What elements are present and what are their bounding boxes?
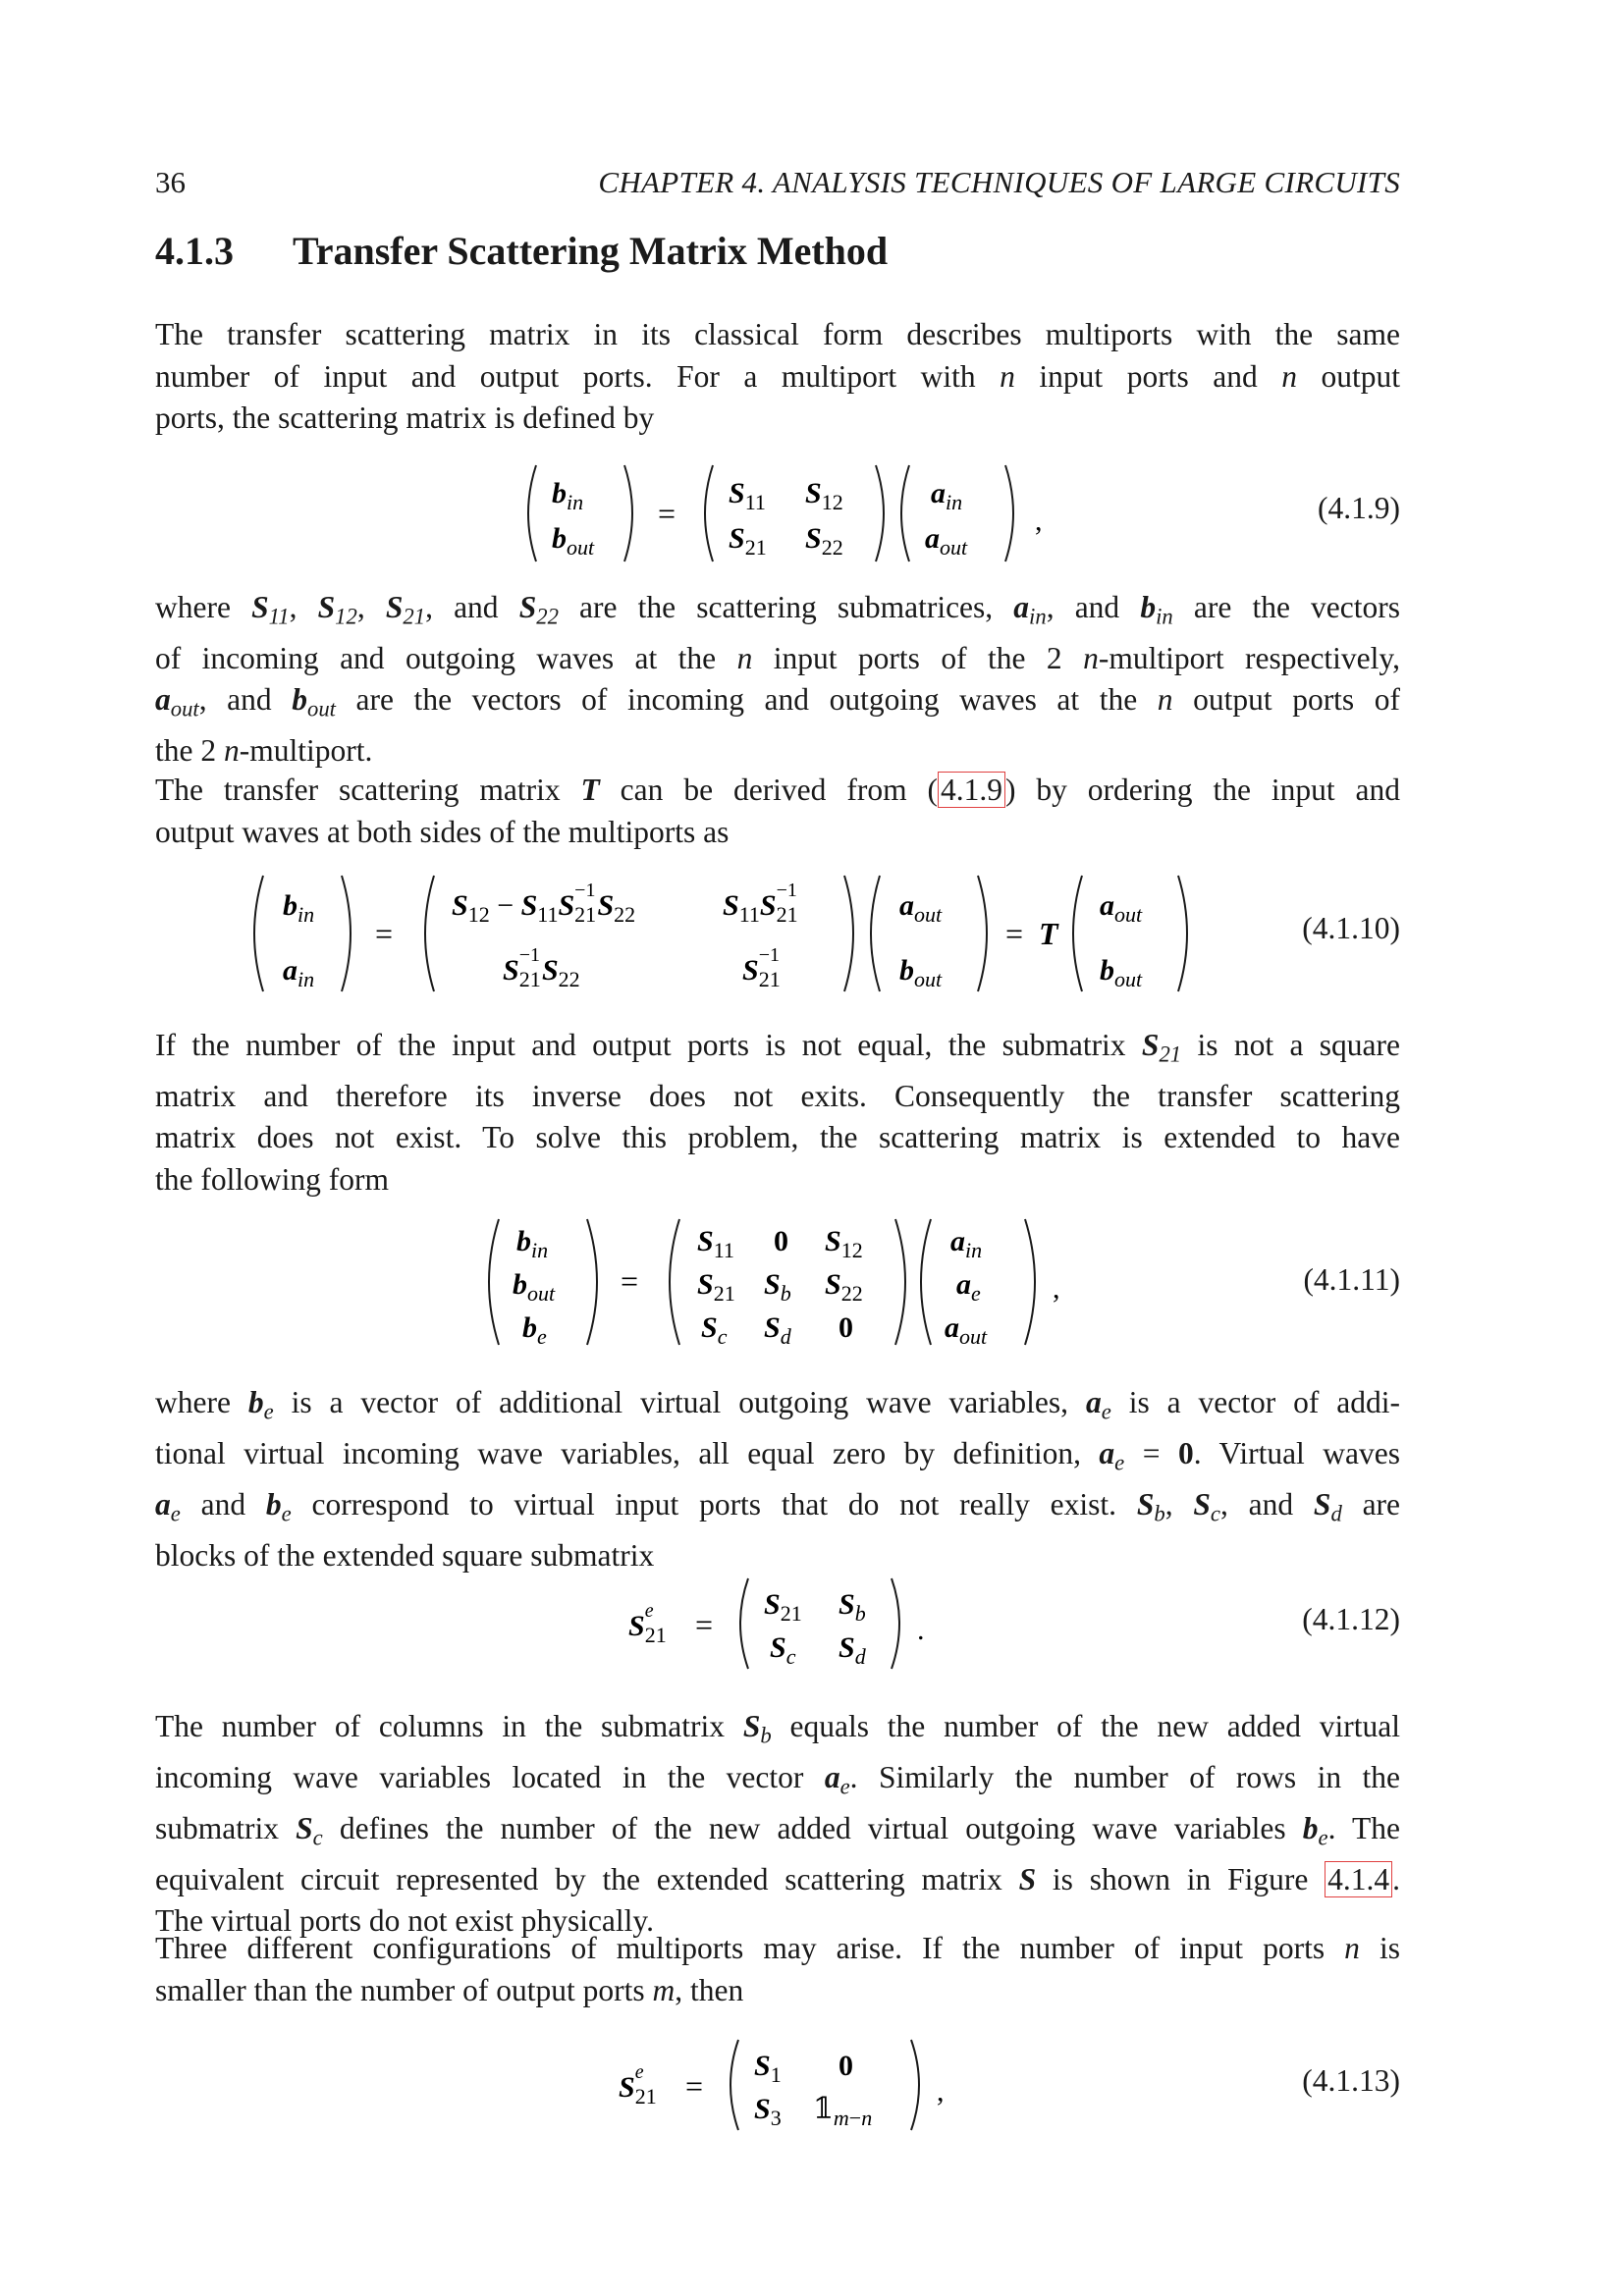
svg-text:,: , bbox=[1053, 1272, 1060, 1305]
svg-text:𝟙m−n: $𝟙_m-n$ bbox=[813, 2093, 873, 2130]
svg-text:0: 0 bbox=[774, 1225, 788, 1257]
paragraph-transfer-matrix: The transfer scattering matrix T can be derived from (4.1.9) by ordering the input and output waves at both sides of the multiports as bbox=[155, 773, 1400, 849]
equation-4-1-9-math bbox=[518, 459, 1206, 567]
svg-text:bin: $b_{in}$ bbox=[552, 477, 584, 514]
svg-text:be: $b_e$ bbox=[522, 1311, 547, 1349]
svg-text:.: . bbox=[917, 1614, 925, 1646]
svg-text:0: 0 bbox=[839, 2050, 853, 2082]
svg-text:bout: $b_{out}$ bbox=[899, 954, 943, 991]
equation-4-1-11-math bbox=[479, 1213, 1245, 1351]
svg-text:Sc: $S_c$ bbox=[770, 1631, 796, 1669]
section-number: 4.1.3 bbox=[155, 229, 234, 273]
equation-reference-link[interactable]: 4.1.9 bbox=[938, 772, 1005, 808]
running-head bbox=[155, 165, 1400, 204]
svg-text:S21e: $S_{21}e$ bbox=[619, 2061, 657, 2109]
svg-text:aout: $a_{out}$ bbox=[925, 522, 968, 560]
svg-text:bin: $b_{in}$ bbox=[283, 889, 315, 927]
equation-4-1-13-math bbox=[617, 2036, 1127, 2134]
svg-text:bout: $b_{out}$ bbox=[552, 522, 595, 560]
svg-text:bout: $b_{out}$ bbox=[513, 1268, 556, 1306]
svg-text:Sd: $S_d$ bbox=[839, 1631, 866, 1669]
svg-text:S11: $S_{11}$ bbox=[729, 477, 766, 514]
svg-text:S21−1: $S_{21}-1$ bbox=[742, 944, 781, 991]
svg-text:S21: $S_{21}$ bbox=[729, 522, 767, 560]
svg-text:T: T bbox=[1039, 916, 1058, 951]
svg-text:=: = bbox=[375, 916, 394, 951]
svg-text:S21e: $S_{21}e$ bbox=[628, 1600, 667, 1647]
paragraph-unequal-ports: If the number of the input and output ports is not equal, the submatrix $S_{21}$ is not a square matrix and therefore its inverse does not exits. Consequently the transfer scattering matrix does not exist. To solve this problem, the scattering matrix is extended to have the following form bbox=[155, 1028, 1400, 1197]
section-title: Transfer Scattering Matrix Method bbox=[293, 229, 889, 273]
svg-text:S12: $S_{12}$ bbox=[825, 1225, 863, 1262]
svg-text:Sd: $S_d$ bbox=[764, 1311, 791, 1349]
equation-4-1-11 bbox=[155, 1213, 1400, 1351]
svg-text:bin: $b_{in}$ bbox=[516, 1225, 549, 1262]
equation-number-4-1-11: (4.1.11) bbox=[1303, 1262, 1400, 1297]
svg-text:ain: $a_{in}$ bbox=[950, 1225, 983, 1262]
figure-reference-link[interactable]: 4.1.4 bbox=[1325, 1861, 1392, 1897]
paragraph-columns-rows: The number of columns in the submatrix $S_b$ equals the number of the new added virtual incoming wave variables located in the vector $a_e$. Similarly the number of rows in the submatrix $S_c$ defines the number of the new added virtual outgoing wave variables $b_e$. The equivalent circuit represented by the extended scattering matrix S is shown in Figure 4.1.4. The virtual ports do not exist physically. bbox=[155, 1709, 1401, 1939]
svg-text:aout: $a_{out}$ bbox=[1100, 889, 1143, 927]
svg-text:S12 − S11S21−1S22: $S_{12} - S_{11}S_{21}-1S_{22}$ bbox=[452, 880, 636, 927]
equation-number-4-1-9: (4.1.9) bbox=[1318, 491, 1400, 525]
svg-text:=: = bbox=[1005, 916, 1024, 951]
page-number: 36 bbox=[155, 165, 186, 199]
svg-text:Sc: $S_c$ bbox=[701, 1311, 728, 1349]
svg-text:=: = bbox=[658, 496, 676, 531]
equation-number-4-1-10: (4.1.10) bbox=[1302, 911, 1400, 945]
svg-text:S1: $S_1$ bbox=[754, 2050, 782, 2087]
svg-text:bout: $b_{out}$ bbox=[1100, 954, 1143, 991]
svg-text:ain: $a_{in}$ bbox=[283, 954, 315, 991]
svg-text:S22: $S_{22}$ bbox=[805, 522, 843, 560]
paragraph-intro: The transfer scattering matrix in its classical form describes multiports with the same number of input and output ports. For a multiport with n input ports and n output ports, the scattering matrix is defined by bbox=[155, 317, 1400, 435]
paragraph-submatrices: where $S_{11}$, $S_{12}$, $S_{21}$, and $S_{22}$ are the scattering submatrices, $a_{in}$, and $b_{in}$ are the vectors of incoming and outgoing waves at the n input ports of the 2 n-multiport respectively, $a_{out}$, and $b_{out}$ are the vectors of incoming and outgoing waves at the n output ports of the 2 n-multiport. bbox=[155, 590, 1401, 769]
paragraph-configurations: Three different configurations of multiports may arise. If the number of input ports n is smaller than the number of output ports m, then bbox=[155, 1931, 1401, 2007]
svg-text:S21: $S_{21}$ bbox=[697, 1268, 735, 1306]
svg-text:Sb: $S_b$ bbox=[764, 1268, 791, 1306]
svg-text:S21−1S22: $S_{21}-1S_{22}$ bbox=[503, 944, 580, 991]
svg-text:ae: $a_e$ bbox=[956, 1268, 981, 1306]
svg-text:ain: $a_{in}$ bbox=[931, 477, 963, 514]
equation-4-1-10 bbox=[155, 870, 1400, 997]
svg-text:0: 0 bbox=[839, 1311, 853, 1344]
svg-text:S22: $S_{22}$ bbox=[825, 1268, 863, 1306]
svg-text:S21: $S_{21}$ bbox=[764, 1588, 802, 1626]
svg-text:aout: $a_{out}$ bbox=[945, 1311, 988, 1349]
equation-number-4-1-12: (4.1.12) bbox=[1302, 1602, 1400, 1636]
svg-text:=: = bbox=[621, 1263, 639, 1299]
section-heading bbox=[155, 228, 888, 274]
equation-4-1-10-math bbox=[243, 870, 1284, 997]
chapter-title: CHAPTER 4. ANALYSIS TECHNIQUES OF LARGE CIRCUITS bbox=[598, 165, 1400, 199]
equation-4-1-12 bbox=[155, 1575, 1400, 1673]
equation-4-1-13 bbox=[155, 2036, 1400, 2134]
svg-text:,: , bbox=[1035, 505, 1043, 537]
svg-text:S11S21−1: $S_{11}S_{21}-1$ bbox=[723, 880, 798, 927]
equation-number-4-1-13: (4.1.13) bbox=[1302, 2063, 1400, 2098]
svg-text:S11: $S_{11}$ bbox=[697, 1225, 734, 1262]
equation-4-1-9 bbox=[155, 459, 1400, 567]
paragraph-virtual-waves: where $b_e$ is a vector of additional virtual outgoing wave variables, $a_e$ is a vector of addi- tional virtual incoming wave variables, all equal zero by definition, $a_e = 0$. Virtual waves $a_e$ and $b_e$ correspond to virtual input ports that do not really exist. $S_b$, $S_c$, and $S_d$ are blocks of the extended square submatrix bbox=[155, 1385, 1401, 1573]
svg-text:S12: $S_{12}$ bbox=[805, 477, 843, 514]
svg-text:Sb: $S_b$ bbox=[839, 1588, 866, 1626]
svg-text:=: = bbox=[695, 1607, 714, 1642]
svg-text:S3: $S_3$ bbox=[754, 2093, 782, 2130]
equation-4-1-12-math bbox=[626, 1575, 1117, 1673]
svg-text:aout: $a_{out}$ bbox=[899, 889, 943, 927]
svg-text:,: , bbox=[937, 2075, 945, 2108]
svg-text:=: = bbox=[685, 2068, 704, 2104]
